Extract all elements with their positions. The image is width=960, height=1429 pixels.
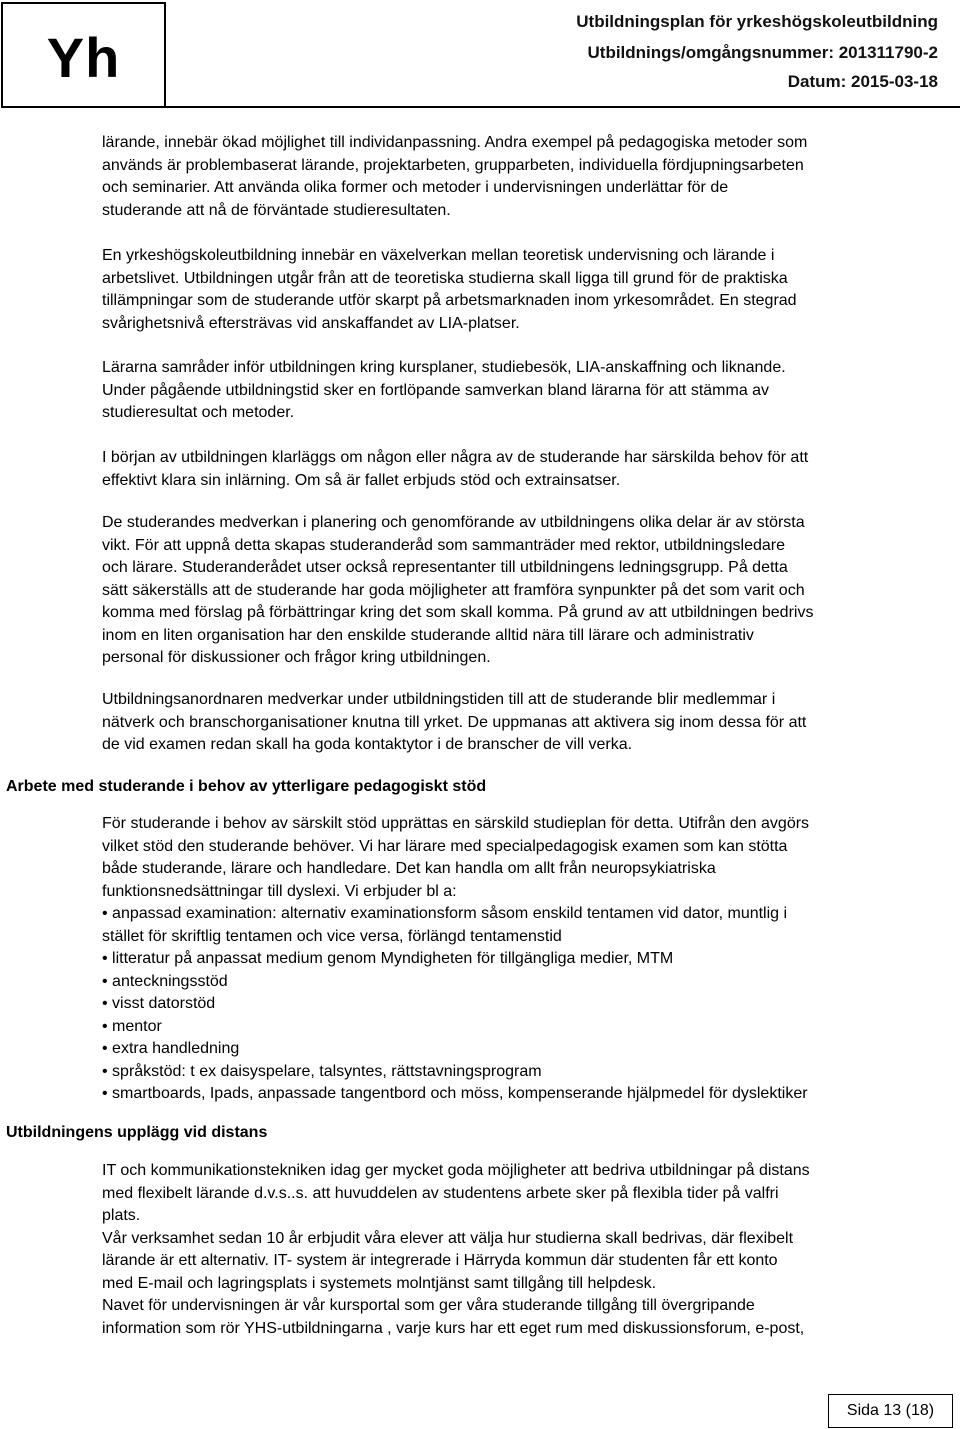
text-line: IT och kommunikationstekniken idag ger mycket goda möjligheter att bedriva utbildningar på distans — [102, 1162, 810, 1179]
text-line: studerande att nå de förväntade studieresultaten. — [102, 201, 451, 219]
logo-text: Yh — [46, 25, 121, 89]
support-list — [102, 903, 954, 1106]
text-line: komma med förslag på förbättringar kring det som skall komma. På grund av att utbildningen bedrivs — [102, 604, 814, 621]
paragraph-4 — [102, 447, 954, 492]
paragraph-6 — [102, 689, 954, 757]
paragraph-8 — [102, 1160, 954, 1340]
text-line: nätverk och branschorganisationer knutna till yrket. De uppmanas att aktivera sig inom dessa för att — [102, 713, 807, 731]
text-line: vikt. För att uppnå detta skapas studeranderåd som sammanträder med rektor, utbildningsledare — [102, 536, 786, 554]
list-item: • anpassad examination: alternativ examinationsform såsom enskild tentamen vid dator, muntlig i — [102, 905, 788, 922]
text-line: lärande är ett alternativ. IT- system är integrerade i Härryda kommun där studenten får ett konto — [102, 1252, 778, 1269]
text-line: studieresultat och metoder. — [102, 404, 295, 421]
text-line: Navet för undervisningen är vår kursportal som ger våra studerande tillgång till övergripande — [102, 1297, 755, 1314]
text-line: En yrkeshögskoleutbildning innebär en växelverkan mellan teoretisk undervisning och lärande i — [102, 247, 775, 264]
text-line: både studerande, lärare och handledare. Det kan handla om allt från neuropsykiatriska — [102, 860, 716, 877]
text-line: de vid examen redan skall ha goda kontaktytor i de branscher de vill verka. — [102, 736, 633, 753]
text-line: med flexibelt lärande d.v.s..s. att huvuddelen av studentens arbete sker på flexibla tider på valfri — [102, 1184, 779, 1202]
list-item: • mentor — [102, 1017, 162, 1035]
page-number: Sida 13 (18) — [846, 1402, 935, 1419]
text-line: plats. — [102, 1207, 141, 1224]
header-rule — [166, 106, 960, 108]
header-round-number: Utbildnings/omgångsnummer: 201311790-2 — [587, 43, 938, 62]
list-item: stället för skriftlig tentamen och vice versa, förlängd tentamenstid — [102, 927, 562, 945]
text-line: De studerandes medverkan i planering och genomförande av utbildningens olika delar är av största — [102, 514, 805, 531]
text-line: inom en liten organisation har den enskilde studerande alltid nära till lärare och administrativ — [102, 626, 754, 644]
list-item: • visst datorstöd — [102, 995, 216, 1012]
list-item: • smartboards, Ipads, anpassade tangentbord och möss, kompenserande hjälpmedel för dyslektiker — [102, 1085, 808, 1102]
text-line: vilket stöd den studerande behöver. Vi har lärare med specialpedagogisk examen som kan stötta — [102, 837, 788, 855]
text-line: tillämpningar som de studerande utför skarpt på arbetsmarknaden inom yrkesområdet. En stegrad — [102, 292, 797, 309]
section-heading-support: Arbete med studerande i behov av ytterligare pedagogiskt stöd — [6, 778, 487, 795]
text-line: För studerande i behov av särskilt stöd upprättas en särskild studieplan för detta. Utifrån den avgörs — [102, 815, 810, 832]
list-item: • anteckningsstöd — [102, 972, 228, 990]
text-line: Vår verksamhet sedan 10 år erbjudit våra elever att välja hur studierna skall bedrivas, där flexibelt — [102, 1229, 794, 1247]
paragraph-5 — [102, 512, 954, 670]
text-line: Lärarna samråder inför utbildningen kring kursplaner, studiebesök, LIA-anskaffning och liknande. — [102, 359, 786, 376]
text-line: I början av utbildningen klarläggs om någon eller några av de studerande har särskilda behov för att — [102, 449, 809, 466]
list-item: • extra handledning — [102, 1040, 240, 1057]
page-number-box — [828, 1394, 953, 1428]
paragraph-3 — [102, 357, 954, 425]
text-line: arbetslivet. Utbildningen utgår från att de teoretiska studierna skall ligga till grund för de praktiska — [102, 269, 788, 287]
text-line: sätt säkerställs att de studerande har goda möjligheter att framföra synpunkter på det som varit och — [102, 581, 805, 599]
text-line: svårighetsnivå eftersträvas vid anskaffandet av LIA-platser. — [102, 314, 520, 332]
text-line: används är problembaserat lärande, projektarbeten, grupparbeten, individuella fördjupningsarbeten — [102, 156, 804, 174]
header-plan-title: Utbildningsplan för yrkeshögskoleutbildning — [576, 12, 938, 31]
header-date: Datum: 2015-03-18 — [787, 72, 938, 91]
text-line: funktionsnedsättningar till dyslexi. Vi erbjuder bl a: — [102, 882, 457, 900]
text-line: information som rör YHS-utbildningarna , varje kurs har ett eget rum med diskussionsforum, e-post, — [102, 1319, 805, 1337]
text-line: personal för diskussioner och frågor kring utbildningen. — [102, 649, 491, 666]
section-heading-distance: Utbildningens upplägg vid distans — [6, 1124, 268, 1141]
list-item: • litteratur på anpassat medium genom Myndigheten för tillgängliga medier, MTM — [102, 950, 674, 967]
text-line: Under pågående utbildningstid sker en fortlöpande samverkan bland lärarna för att stämma av — [102, 381, 770, 399]
paragraph-7 — [102, 813, 954, 903]
list-item: • språkstöd: t ex daisyspelare, talsyntes, rättstavningsprogram — [102, 1062, 542, 1080]
text-line: och seminarier. Att använda olika former och metoder i undervisningen underlättar för de — [102, 179, 729, 196]
text-line: Utbildningsanordnaren medverkar under utbildningstiden till att de studerande blir medlemmar i — [102, 691, 776, 708]
logo-box — [1, 2, 166, 108]
text-line: med E-mail och lagringsplats i systemets molntjänst samt tillgång till helpdesk. — [102, 1274, 657, 1292]
text-line: och lärare. Studeranderådet utser också representanter till utbildningens ledningsgrupp. På detta — [102, 559, 788, 576]
text-line: effektivt klara sin inlärning. Om så är fallet erbjuds stöd och extrainsatser. — [102, 471, 621, 489]
paragraph-2 — [102, 245, 954, 335]
paragraph-1 — [102, 132, 954, 222]
text-line: lärande, innebär ökad möjlighet till individanpassning. Andra exempel på pedagogiska metoder som — [102, 134, 808, 151]
